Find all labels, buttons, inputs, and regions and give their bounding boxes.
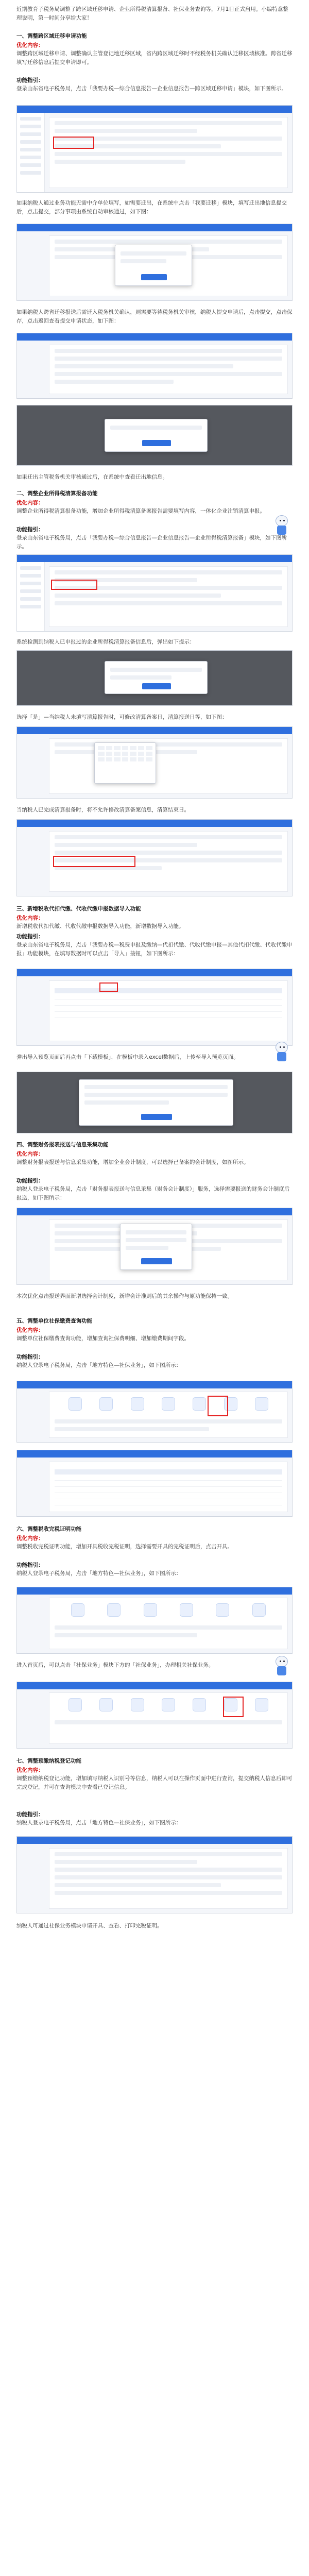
screenshot-import-table xyxy=(16,969,293,1046)
highlight-box xyxy=(51,580,97,590)
section1-p3: 如果纳税人跨省迁移报送后需迁入税务机关确认，则需要等待税务机关审核，纳税人提交申请后，点击提交，点击保存，点击返回查看提交申请状态，如下图： xyxy=(16,309,293,324)
section2-p3: 选择「是」—当纳税人未填写清算报告时，可修改清算备案日，清算报送日等，如下图： xyxy=(16,714,228,720)
optimize-text: 调整单位社保缴费查询功能，增加查询社保费明细、增加缴费期间字段。 xyxy=(16,1335,190,1342)
section2-p2: 系统检测到纳税人已申报过的企业所得税清算报备信息后，弹出如下提示： xyxy=(16,639,195,645)
mascot-icon xyxy=(273,515,290,536)
section-title-2: 二、调整企业所得税清算报备功能 xyxy=(16,490,98,497)
confirm-button[interactable] xyxy=(142,440,171,446)
optimize-label: 优化内容： xyxy=(16,500,44,506)
optimize-label: 优化内容： xyxy=(16,915,44,921)
screenshot-migration-form xyxy=(16,224,293,301)
import-button-highlight[interactable] xyxy=(99,982,118,992)
optimize-text: 调整财务报表报送与信息采集功能，增加企业会计制度，可以选择已备案的会计制度，如图所示。 xyxy=(16,1159,249,1165)
screenshot-migration-menu xyxy=(16,105,293,193)
screenshot-social-security-menu xyxy=(16,1381,293,1443)
highlight-box[interactable] xyxy=(223,1697,244,1717)
screenshot-social-entry xyxy=(16,1682,293,1749)
func-text: 纳税人登录电子税务局，点击「地方特色—社保业务」，如下图所示： xyxy=(16,1820,182,1826)
optimize-label: 优化内容： xyxy=(16,1151,44,1157)
func-label: 功能指引： xyxy=(16,77,44,83)
func-label: 功能指引： xyxy=(16,1354,44,1360)
screenshot-liquidation-prompt xyxy=(16,650,293,706)
func-text: 登录山东省电子税务局，点击「我要办税—综合信息报告—企业信息报告—企业所得税清算报备」模块，如下图所示。 xyxy=(16,535,287,550)
mascot-icon xyxy=(273,1042,290,1062)
func-label: 功能指引： xyxy=(16,934,44,940)
optimize-text: 调整税收完税证明功能，增加开具税收完税证明，选择需要开具的完税证明后，点击开具。 xyxy=(16,1544,233,1550)
section-title-1: 一、调整跨区域迁移申请功能 xyxy=(16,33,87,39)
optimize-label: 优化内容： xyxy=(16,1327,44,1333)
func-label: 功能指引： xyxy=(16,527,44,533)
dialog xyxy=(115,245,192,286)
prompt-dialog xyxy=(105,661,208,694)
func-text: 纳税人登录电子税务局，点击「财务报表报送与信息采集（财务会计制度）」服务，选择需要报送的财务会计制度后报送，如下图所示： xyxy=(16,1186,290,1201)
date-picker[interactable] xyxy=(94,742,156,784)
import-dialog xyxy=(79,1079,233,1126)
highlight-box xyxy=(53,856,135,867)
section4-p2: 本次优化点击报送界面新增选择会计制度，新增会计准则后的其余操作与原功能保持一致。 xyxy=(16,1293,233,1299)
intro-text: 近期教育子税务局调整了跨区域迁移申请、企业所得税清算报备、社保业务查询等，7月1日正式启用。小编特意整理说明，第一时间分享给大家！ xyxy=(16,6,288,21)
section3-p2: 弹出导入预览页面后再点击「下载模板」，在模板中录入excel数据后，上传至导入预览页面。 xyxy=(16,1054,239,1060)
download-template-button[interactable] xyxy=(141,1114,172,1120)
screenshot-prepay-registration xyxy=(16,1836,293,1913)
section-title-5: 五、调整单位社保缴费查询功能 xyxy=(16,1318,92,1324)
confirm-button[interactable] xyxy=(141,1258,172,1264)
optimize-label: 优化内容： xyxy=(16,42,44,48)
optimize-text: 调整跨区域迁移申请、调整确认主管登记地迁移区域，省内跨区域迁移时不经税务机关确认迁移区域核准。跨省迁移填写迁移信息后提交申请即可。 xyxy=(16,50,293,65)
yes-button[interactable] xyxy=(142,683,171,689)
section-title-3: 三、新增税收代扣代缴、代收代缴申报数据导入功能 xyxy=(16,906,141,912)
mascot-icon xyxy=(273,1656,290,1676)
section1-p2: 如果纳税人通过业务功能无需中介单位填写，如需要迁出，在系统中点击「我要迁移」模块，填写迁出地信息提交后，点击提交，部分事项由系统自动审核通过，如下图： xyxy=(16,200,287,215)
section6-p2: 进入首页后，可以点击「社保业务」模块下方的「社保业务」，办理相关社保业务。 xyxy=(16,1662,214,1668)
optimize-label: 优化内容： xyxy=(16,1767,44,1773)
section2-p4: 当纳税人已完成清算报备时，将不允许修改清算备案信息，清算结束日。 xyxy=(16,807,190,813)
optimize-text: 调整企业所得税清算报备功能，增加企业所得税清算备案报告需要填写内容，一体化企业注销清算申报。 xyxy=(16,508,265,514)
optimize-label: 优化内容： xyxy=(16,1535,44,1541)
section-title-6: 六、调整税收完税证明功能 xyxy=(16,1526,81,1532)
section-title-4: 四、调整财务报表报送与信息采集功能 xyxy=(16,1142,109,1148)
func-label: 功能指引： xyxy=(16,1811,44,1818)
screenshot-migration-list xyxy=(16,333,293,399)
func-text: 登录山东省电子税务局，点击「我要办税—综合信息报告—企业信息报告—跨区域迁移申请」模块，如下图所示。 xyxy=(16,86,287,92)
optimize-text: 新增税收代扣代缴、代收代缴申报数据导入功能，新增数据导入功能。 xyxy=(16,923,184,929)
screenshot-liquidation-locked xyxy=(16,819,293,896)
highlight-box[interactable] xyxy=(208,1396,228,1416)
section-title-7: 七、调整预缴纳税登记功能 xyxy=(16,1758,81,1764)
screenshot-social-security-query xyxy=(16,1450,293,1517)
screenshot-tax-certificate xyxy=(16,1587,293,1654)
section1-p4: 如果迁出主管税务机关审核通过后，在系统中查看迁出地信息。 xyxy=(16,474,168,480)
func-text: 纳税人登录电子税务局，点击「地方特色—社保业务」，如下图所示： xyxy=(16,1570,182,1577)
screenshot-financial-report xyxy=(16,1208,293,1285)
accounting-system-dialog xyxy=(120,1224,192,1270)
screenshot-liquidation-date xyxy=(16,726,293,799)
highlight-box xyxy=(53,137,94,149)
func-label: 功能指引： xyxy=(16,1178,44,1184)
confirm-dialog xyxy=(105,419,208,452)
screenshot-migration-confirm xyxy=(16,405,293,466)
func-text: 登录山东省电子税务局，点击「我要办税—税费申报及缴纳—代扣代缴、代收代缴申报—其他代扣代缴、代收代缴申报」功能模块，在填写数据时可以点击「导入」按钮，如下图所示： xyxy=(16,942,293,957)
screenshot-liquidation-menu xyxy=(16,554,293,632)
screenshot-import-preview xyxy=(16,1072,293,1133)
submit-button[interactable] xyxy=(141,274,167,280)
section7-p2: 纳税人可通过社保业务模块申请开具、查看、打印完税证明。 xyxy=(16,1923,163,1929)
func-label: 功能指引： xyxy=(16,1562,44,1568)
optimize-text: 调整预缴纳税登记功能，增加填写纳税人识别号等信息，纳税人可以在操作页面中进行查询，提交纳税人信息后即可完成登记，并可在查询模块中查看已登记信息。 xyxy=(16,1775,293,1790)
func-text: 纳税人登录电子税务局，点击「地方特色—社保业务」，如下图所示： xyxy=(16,1362,182,1368)
